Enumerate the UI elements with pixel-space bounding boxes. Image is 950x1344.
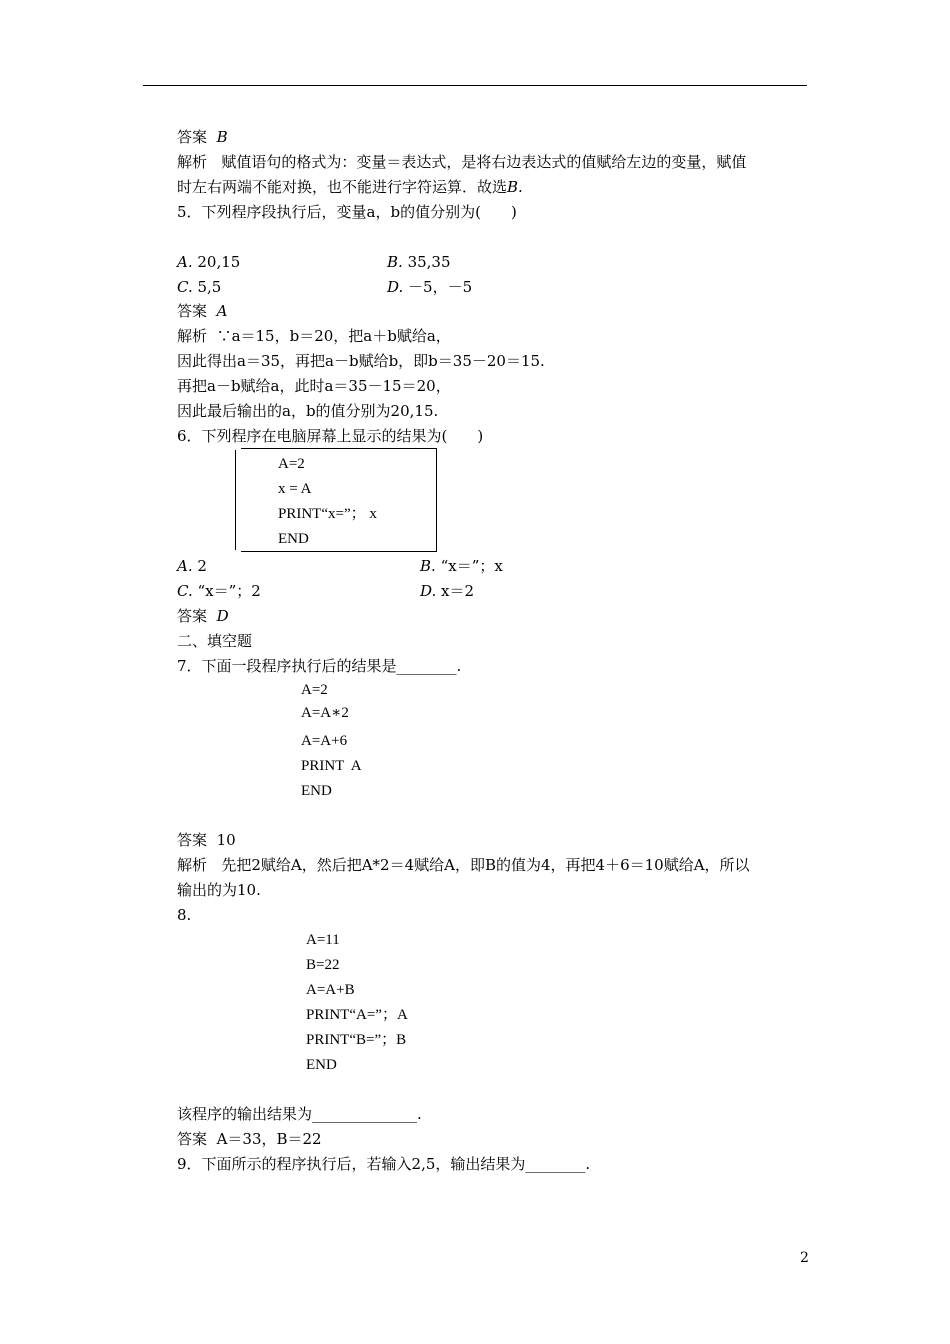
q7-stem: 7．下面一段程序执行后的结果是________. xyxy=(177,657,462,675)
q5-analysis-line: 因此最后输出的a，b的值分别为20,15. xyxy=(177,402,439,420)
code-line: A=2 xyxy=(301,682,328,698)
code-line: x = A xyxy=(278,481,312,497)
q7-answer-line: 答案 10 xyxy=(177,831,236,849)
answer-label: 答案 xyxy=(177,128,208,146)
q9-stem: 9．下面所示的程序执行后，若输入2,5，输出结果为________. xyxy=(177,1155,591,1173)
q5-option-a: A. 20,15 xyxy=(177,253,241,271)
q6-option-a: A. 2 xyxy=(177,557,207,575)
q6-option-b: B. “x＝”；x xyxy=(420,557,503,575)
analysis-text: 赋值语句的格式为：变量＝表达式，是将右边表达式的值赋给左边的变量，赋值 xyxy=(221,153,747,171)
analysis-choice: B. xyxy=(507,177,523,196)
code-line: B=22 xyxy=(306,957,340,973)
code-line: PRINT“A=”；A xyxy=(306,1007,408,1023)
q6-option-d: D. x＝2 xyxy=(420,582,475,600)
q6-stem: 6．下列程序在电脑屏幕上显示的结果为( ) xyxy=(177,427,484,445)
code-line: PRINT“B=”；B xyxy=(306,1032,407,1048)
q5-analysis-line: 因此得出a＝35，再把a－b赋给b，即b＝35－20＝15. xyxy=(177,352,545,370)
q6-option-c: C. “x＝”；2 xyxy=(177,582,261,600)
q5-analysis-line: 再把a－b赋给a，此时a＝35－15＝20， xyxy=(177,377,451,395)
code-line: END xyxy=(306,1057,337,1073)
code-line: A=2 xyxy=(278,456,305,472)
q5-option-c: C. 5,5 xyxy=(177,278,222,296)
q4-answer-line xyxy=(177,127,228,147)
code-line: PRINT A xyxy=(301,758,362,774)
code-line: END xyxy=(278,531,309,547)
header-rule xyxy=(143,85,807,86)
q7-analysis: 解析 先把2赋给A，然后把A*2＝4赋给A，即B的值为4，再把4＋6＝10赋给A，所以 输出的为10. xyxy=(177,856,750,899)
code-box xyxy=(241,448,437,552)
page-number: 2 xyxy=(800,1250,809,1266)
code-line: A=A+B xyxy=(306,982,355,998)
section-title: 二、填空题 xyxy=(177,632,253,650)
analysis-label: 解析 xyxy=(177,153,208,171)
q5-analysis-line: 解析 ∵a＝15，b＝20，把a＋b赋给a， xyxy=(177,327,451,345)
code-line: A=A∗2 xyxy=(301,705,349,721)
analysis-text: 时左右两端不能对换，也不能进行字符运算．故选 xyxy=(177,177,508,196)
q8-answer-line: 答案 A＝33，B＝22 xyxy=(177,1130,322,1148)
q5-stem: 5．下列程序段执行后，变量a，b的值分别为( ) xyxy=(177,203,517,221)
code-line: A=11 xyxy=(306,932,340,948)
q8-stem: 该程序的输出结果为______________. xyxy=(177,1105,422,1123)
q5-answer-line: 答案 A xyxy=(177,302,228,320)
q6-answer-line: 答案 D xyxy=(177,607,229,625)
q8-number: 8. xyxy=(177,906,192,924)
q5-option-b: B. 35,35 xyxy=(387,253,451,271)
q4-analysis xyxy=(177,150,807,199)
code-box-left-bar xyxy=(235,450,236,550)
q5-option-d: D. －5，－5 xyxy=(387,278,473,296)
answer-value: B xyxy=(216,128,228,146)
code-line: PRINT“x=”； x xyxy=(278,506,377,522)
code-line: END xyxy=(301,783,332,799)
code-line: A=A+6 xyxy=(301,733,348,749)
